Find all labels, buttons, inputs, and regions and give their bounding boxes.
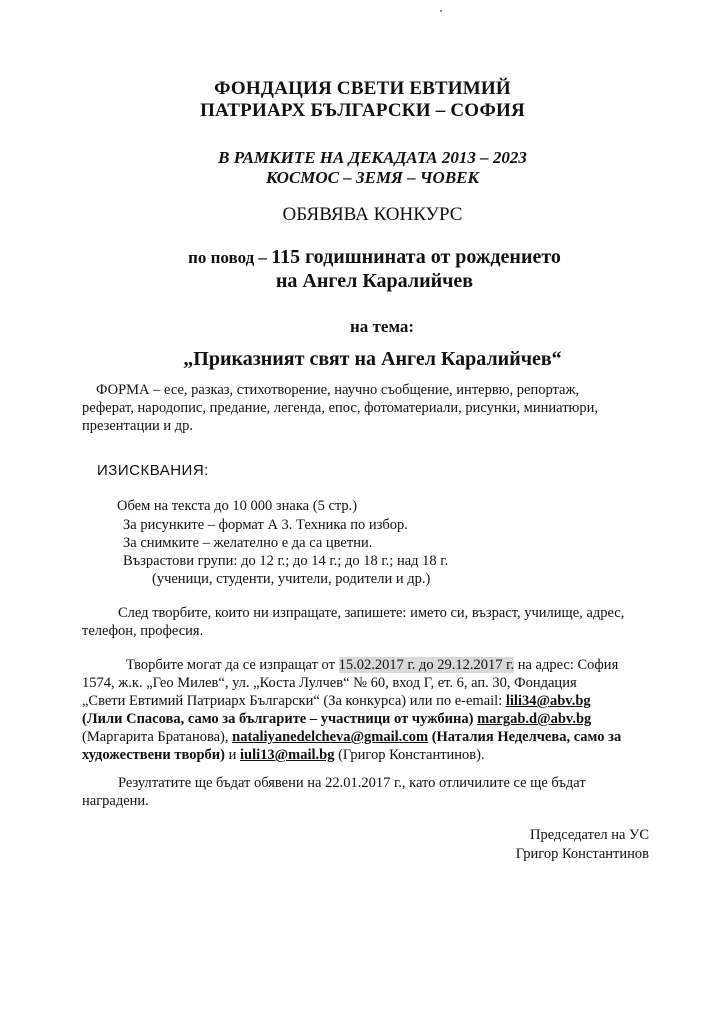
results-line1: Резултатите ще бъдат обявени на 22.01.2017 г., като отличилите се ще бъдат [118,775,586,791]
email-link-nataliya[interactable]: nataliyanedelcheva@gmail.com [232,729,429,745]
announce-heading: ОБЯВЯВА КОНКУРС [282,204,463,225]
foundation-title-line2: ПАТРИАРХ БЪЛГАРСКИ – СОФИЯ [200,100,525,121]
requirement-item: Възрастови групи: до 12 г.; до 14 г.; до 18 г.; над 18 г. [123,553,449,569]
requirement-item: Обем на текста до 10 000 знака (5 стр.) [117,498,358,514]
email-link-iuli[interactable]: iuli13@mail.bg [239,747,335,763]
signature-position: Председател на УС [529,827,649,843]
decade-line2: КОСМОС – ЗЕМЯ – ЧОВЕК [265,168,480,187]
submission-text: Творбите могат да се изпращат от [126,657,339,673]
requirements-title: ИЗИСКВАНИЯ: [97,462,209,479]
submission-line2: 1574, ж.к. „Гео Милев“, ул. „Коста Лулчев“ № 60, вход Г, ет. 6, ап. 30, Фондация [82,675,577,691]
scan-speck [440,10,442,12]
signature-name: Григор Константинов [515,846,649,862]
submission-text: на адрес: София [514,657,619,673]
forma-line3: презентации и др. [82,418,194,434]
requirement-item: За снимките – желателно е да са цветни. [123,535,373,551]
requirement-item: (ученици, студенти, учители, родители и др.) [152,571,431,587]
submission-dates: 15.02.2017 г. до 29.12.2017 г. [338,657,515,673]
submission-text: (Маргарита Братанова), [82,729,233,745]
submission-text: „Свети Евтимий Патриарх Български“ (За конкурса) или по e-email: [82,693,506,709]
decade-line1: В РАМКИТЕ НА ДЕКАДАТА 2013 – 2023 [218,148,527,167]
submission-line5 [82,728,621,746]
submission-line1 [126,656,618,674]
submission-line3 [82,692,591,710]
results-line2: наградени. [82,793,149,809]
occasion-line1 [12,246,725,269]
after-line2: телефон, професия. [82,623,204,639]
email-link-margab[interactable]: margab.d@abv.bg [477,711,592,727]
requirement-item: За рисунките – формат А 3. Техника по избор. [123,517,408,533]
submission-line6 [82,746,485,764]
submission-text: художествени творби) [82,747,225,763]
occasion-line2 [12,270,725,293]
submission-text: (Наталия Неделчева, само за [428,729,622,745]
forma-line2: реферат, народопис, предание, легенда, епос, фотоматериали, рисунки, миниатюри, [82,400,599,416]
occasion-name: на Ангел Каралийчев [275,270,474,292]
occasion-anniversary: 115 годишнината от рождението [271,246,561,268]
submission-text: (Лили Спасова, само за българите – участници от чужбина) [82,711,478,727]
after-line1: След творбите, които ни изпращате, запишете: името си, възраст, училище, адрес, [118,605,625,621]
email-link-lili[interactable]: lili34@abv.bg [505,693,591,709]
theme-title: „Приказният свят на Ангел Каралийчев“ [183,348,562,370]
foundation-title-line1: ФОНДАЦИЯ СВЕТИ ЕВТИМИЙ [214,78,511,99]
forma-line1: ФОРМА – есе, разказ, стихотворение, научно съобщение, интервю, репортаж, [96,382,580,398]
submission-line4 [82,710,591,728]
submission-text: и [224,747,240,763]
occasion-prefix: по повод – [188,248,272,267]
submission-text: (Григор Константинов). [334,747,485,763]
theme-label: на тема: [350,317,415,336]
